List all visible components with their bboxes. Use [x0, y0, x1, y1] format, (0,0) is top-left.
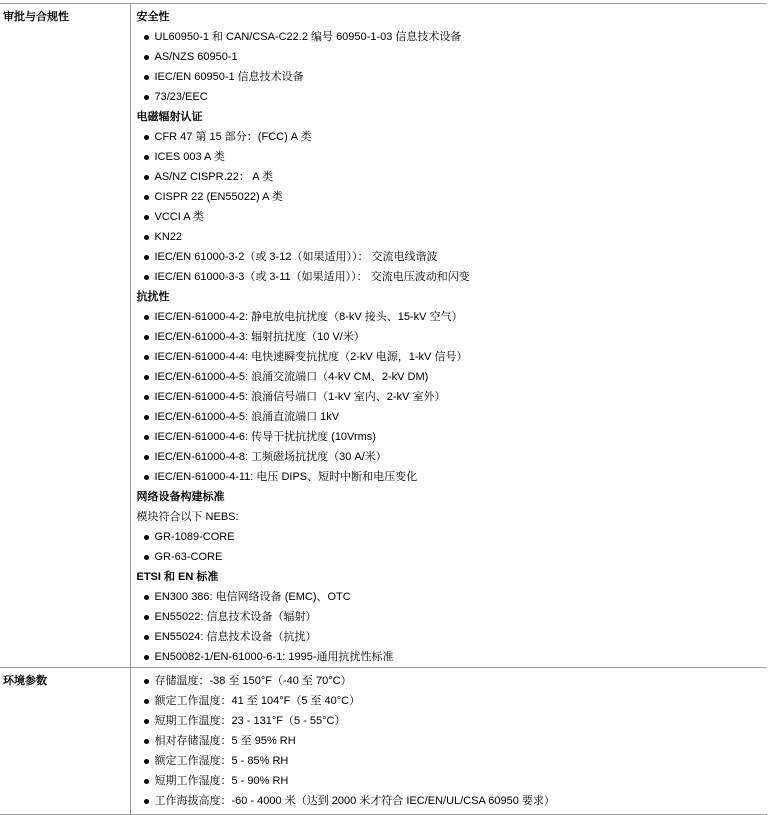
section-title-emc: 电磁辐射认证: [136, 111, 203, 123]
list-item: GR-63-CORE: [137, 547, 768, 567]
list-item: IEC/EN-61000-4-2: 静电放电抗扰度（8-kV 接头、15-kV 空气）: [137, 307, 768, 327]
list-item: 额定工作温度：41 至 104°F（5 至 40°C）: [137, 691, 768, 711]
list-safety: [137, 27, 768, 107]
row-value-approvals: [130, 4, 767, 668]
list-immunity: [137, 307, 768, 487]
list-item: ICES 003 A 类: [137, 147, 768, 167]
list-item: UL60950-1 和 CAN/CSA-C22.2 编号 60950-1-03 信息技术设备: [137, 27, 768, 47]
row-approvals: [0, 4, 767, 668]
list-item: CISPR 22 (EN55022) A 类: [137, 187, 768, 207]
list-item: IEC/EN-61000-4-8: 工频磁场抗扰度（30 A/米）: [137, 447, 768, 467]
list-item: 存储温度：-38 至 150°F（-40 至 70°C）: [137, 671, 768, 691]
list-item: GR-1089-CORE: [137, 527, 768, 547]
list-item: AS/NZ CISPR.22： A 类: [137, 167, 768, 187]
list-etsi: [137, 587, 768, 667]
list-item: AS/NZS 60950-1: [137, 47, 768, 67]
row-value-environment: [130, 668, 767, 815]
list-environment: [137, 671, 768, 811]
row-label-approvals: 审批与合规性: [0, 4, 130, 668]
list-item: IEC/EN 61000-3-2（或 3-12（如果适用））： 交流电线谐波: [137, 247, 768, 267]
list-emc: [137, 127, 768, 287]
list-nebs: [137, 527, 768, 567]
section-title-immunity: 抗扰性: [136, 291, 170, 303]
list-item: 额定工作湿度：5 - 85% RH: [137, 751, 768, 771]
nebs-intro: 模块符合以下 NEBS:: [136, 511, 239, 523]
list-item: 短期工作温度：23 - 131°F（5 - 55°C）: [137, 711, 768, 731]
list-item: IEC/EN-61000-4-11: 电压 DIPS、短时中断和电压变化: [137, 467, 768, 487]
section-title-safety: 安全性: [136, 11, 170, 23]
list-item: 工作海拔高度：-60 - 4000 米（达到 2000 米才符合 IEC/EN/UL/CSA 60950 要求）: [137, 791, 768, 811]
list-item: EN55022: 信息技术设备（辐射）: [137, 607, 768, 627]
list-item: IEC/EN-61000-4-3: 辐射抗扰度（10 V/米）: [137, 327, 768, 347]
list-item: EN300 386: 电信网络设备 (EMC)、OTC: [137, 587, 768, 607]
list-item: KN22: [137, 227, 768, 247]
list-item: 短期工作湿度：5 - 90% RH: [137, 771, 768, 791]
list-item: IEC/EN-61000-4-5: 浪涌直流端口 1kV: [137, 407, 768, 427]
list-item: IEC/EN-61000-4-5: 浪涌信号端口（1-kV 室内、2-kV 室外）: [137, 387, 768, 407]
row-environment: [0, 668, 767, 815]
row-label-environment: 环境参数: [0, 668, 130, 815]
list-item: IEC/EN-61000-4-4: 电快速瞬变抗扰度（2-kV 电源，1-kV 信号）: [137, 347, 768, 367]
list-item: CFR 47 第 15 部分：(FCC) A 类: [137, 127, 768, 147]
spec-table: [0, 3, 767, 815]
list-item: IEC/EN 60950-1 信息技术设备: [137, 67, 768, 87]
list-item: EN50082-1/EN-61000-6-1: 1995-通用抗扰性标准: [137, 647, 768, 667]
list-item: 相对存储湿度：5 至 95% RH: [137, 731, 768, 751]
list-item: 73/23/EEC: [137, 87, 768, 107]
list-item: VCCI A 类: [137, 207, 768, 227]
list-item: IEC/EN 61000-3-3（或 3-11（如果适用））： 交流电压波动和闪变: [137, 267, 768, 287]
list-item: IEC/EN-61000-4-5: 浪涌交流端口（4-kV CM、2-kV DM): [137, 367, 768, 387]
section-title-etsi: ETSI 和 EN 标准: [136, 571, 219, 583]
section-title-nebs: 网络设备构建标准: [136, 491, 225, 503]
list-item: EN55024: 信息技术设备（抗扰）: [137, 627, 768, 647]
list-item: IEC/EN-61000-4-6: 传导干扰抗扰度 (10Vrms): [137, 427, 768, 447]
